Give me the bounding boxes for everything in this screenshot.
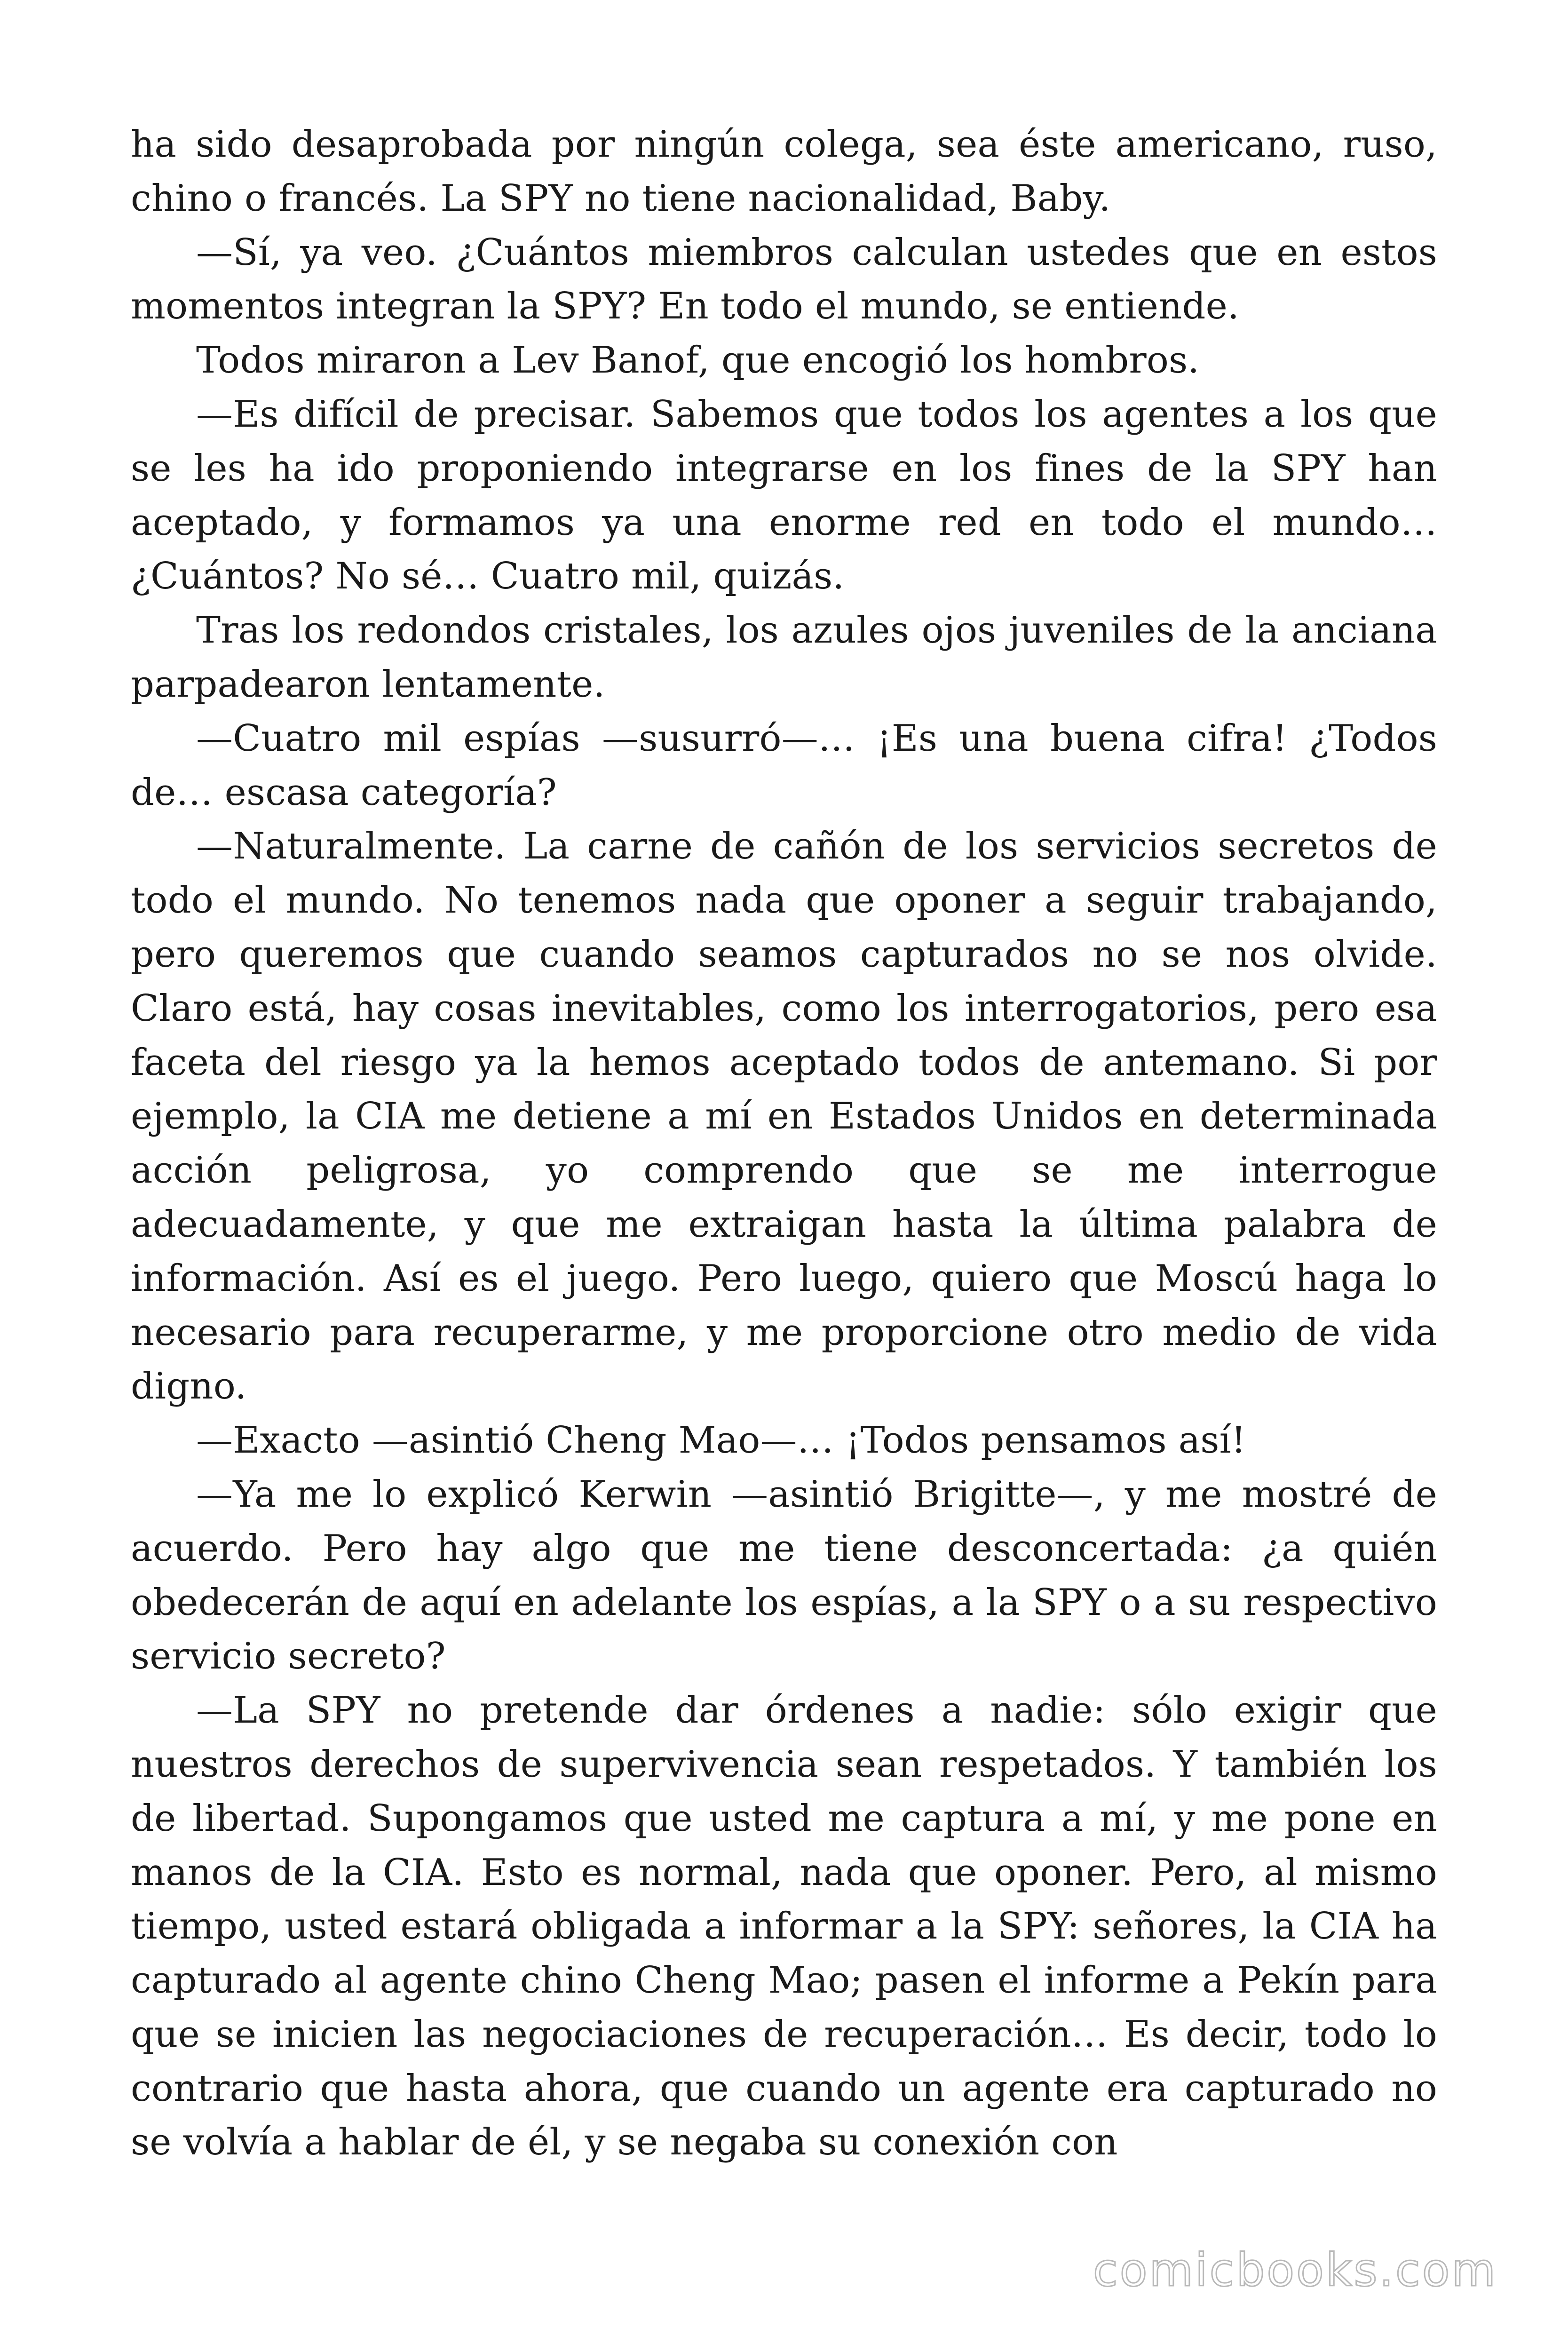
- paragraph: —Sí, ya veo. ¿Cuántos miembros calculan ustedes que en estos momentos integran la SPY? En todo el mundo, se entiende.: [131, 231, 1437, 328]
- body-text: [131, 118, 1437, 2169]
- paragraph: Tras los redondos cristales, los azules ojos juveniles de la anciana parpadearon lentamente.: [131, 609, 1437, 706]
- paragraph: —Ya me lo explicó Kerwin —asintió Brigitte—, y me mostré de acuerdo. Pero hay algo que me tiene desconcertada: ¿a quién obedecerán de aquí en adelante los espías, a la SPY o a su respectivo servicio secreto?: [131, 1473, 1437, 1678]
- paragraph: Todos miraron a Lev Banof, que encogió los hombros.: [196, 339, 1200, 382]
- paragraph: —Cuatro mil espías —susurró—… ¡Es una buena cifra! ¿Todos de… escasa categoría?: [131, 717, 1437, 814]
- paragraph: —Naturalmente. La carne de cañón de los servicios secretos de todo el mundo. No tenemos nada que oponer a seguir trabajando, pero queremos que cuando seamos capturados no se nos olvide. Claro está, hay cosas inevitables, como los interrogatorios, pero esa faceta del riesgo ya la hemos aceptado todos de antemano. Si por ejemplo, la CIA me detiene a mí en Estados Unidos en determinada acción peligrosa, yo comprendo que se me interrogue adecuadamente, y que me extraigan hasta la última palabra de información. Así es el juego. Pero luego, quiero que Moscú haga lo necesario para recuperarme, y me proporcione otro medio de vida digno.: [131, 825, 1437, 1408]
- paragraph: —La SPY no pretende dar órdenes a nadie: sólo exigir que nuestros derechos de supervivencia sean respetados. Y también los de libertad. Supongamos que usted me captura a mí, y me pone en manos de la CIA. Esto es normal, nada que oponer. Pero, al mismo tiempo, usted estará obligada a informar a la SPY: señores, la CIA ha capturado al agente chino Cheng Mao; pasen el informe a Pekín para que se inicien las negociaciones de recuperación… Es decir, todo lo contrario que hasta ahora, que cuando un agente era capturado no se volvía a hablar de él, y se negaba su conexión con: [131, 1689, 1437, 2164]
- paragraph: ha sido desaprobada por ningún colega, sea éste americano, ruso, chino o francés. La SPY no tiene nacionalidad, Baby.: [131, 123, 1437, 220]
- paragraph: —Exacto —asintió Cheng Mao—… ¡Todos pensamos así!: [196, 1419, 1246, 1462]
- paragraph: —Es difícil de precisar. Sabemos que todos los agentes a los que se les ha ido proponiendo integrarse en los fines de la SPY han aceptado, y formamos ya una enorme red en todo el mundo… ¿Cuántos? No sé… Cuatro mil, quizás.: [131, 393, 1437, 598]
- watermark: comicbooks.com: [1093, 2244, 1497, 2296]
